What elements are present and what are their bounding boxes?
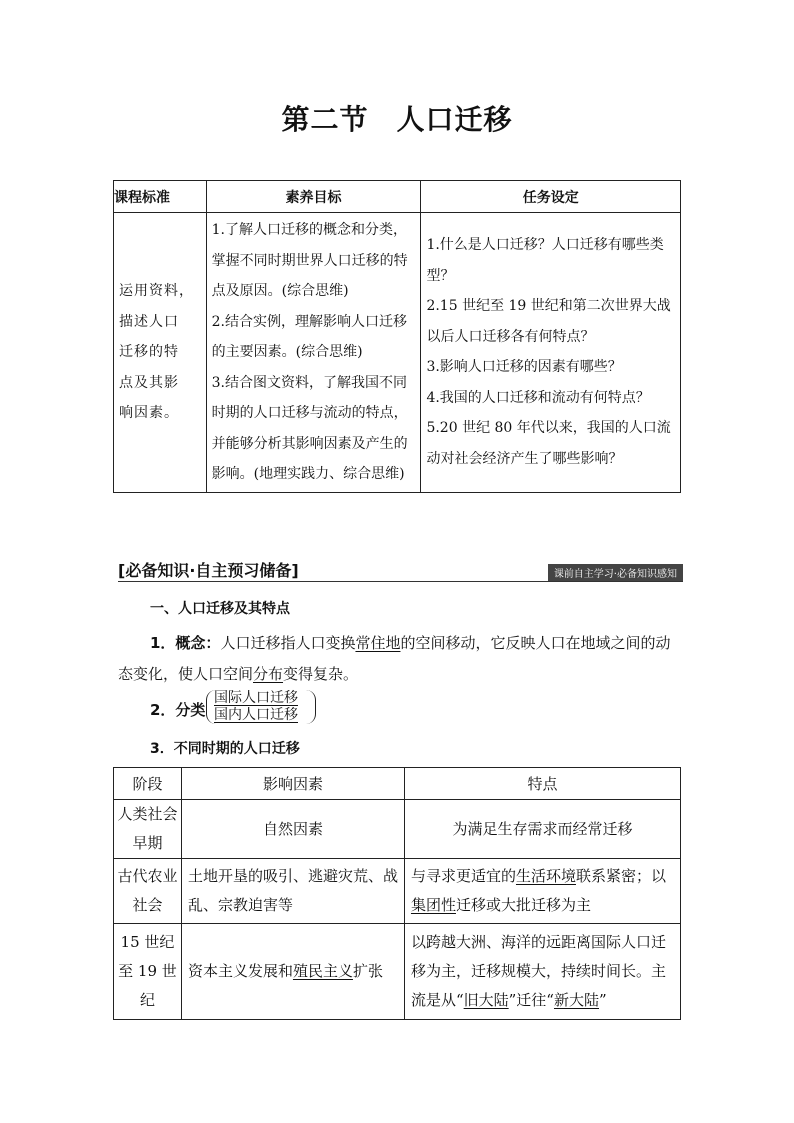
task-item: 3.影响人口迁移的因素有哪些？: [426, 359, 622, 376]
concept-text: 变得复杂。: [283, 665, 359, 683]
periods-heading: 3．不同时期的人口迁移: [150, 741, 300, 757]
features-cell: [404, 924, 680, 1020]
concept-blank: 分布: [253, 665, 284, 683]
feature-blank: 新大陆: [553, 991, 599, 1009]
table-row: [114, 924, 681, 1020]
section-banner: [118, 558, 683, 584]
concept-text: 的空间移动，它反映人口在地域之间的动态变化，使人口空间: [118, 634, 671, 683]
factor-text: 资本主义发展和: [187, 962, 293, 980]
standard-line: 点及其影: [119, 374, 179, 391]
banner-divider: [118, 581, 683, 582]
stage-cell: 古代农业社会: [114, 859, 182, 924]
task-item: 4.我国的人口迁移和流动有何特点？: [426, 389, 650, 406]
classify-label: 2．分类: [150, 701, 206, 719]
header-features: 特点: [404, 768, 680, 800]
feature-text: 迁移或大批迁移为主: [455, 896, 591, 914]
header-factors: 影响因素: [181, 768, 404, 800]
feature-text: 以跨越大洲、海洋的远距离国际人口迁移为主，迁移规模大，持续时间长。主流是从“: [410, 933, 666, 1009]
task-item: 1.什么是人口迁移？人口迁移有哪些类型？: [426, 237, 664, 284]
factors-cell: [181, 924, 404, 1020]
table-row: [114, 859, 681, 924]
standard-line: 运用资料，: [119, 283, 194, 299]
features-cell: [404, 859, 680, 924]
feature-blank: 生活环境: [515, 867, 576, 885]
goal-item: 1.了解人口迁移的概念和分类，掌握不同时期世界人口迁移的特点及原因。(综合思维): [211, 222, 408, 299]
feature-text: ”迁往“: [508, 991, 554, 1009]
title-topic: 人口迁移: [396, 103, 513, 136]
concept-blank: 常住地: [355, 634, 401, 652]
standard-line: 响因素。: [119, 405, 179, 421]
standard-line: 描述人口: [119, 313, 179, 330]
classify-item: 国际人口迁移: [214, 690, 298, 706]
feature-blank: 旧大陆: [463, 991, 509, 1009]
header-tasks: 任务设定: [421, 181, 681, 213]
section-heading: 一、人口迁移及其特点: [150, 601, 290, 617]
feature-text: ”: [599, 991, 607, 1009]
title-section: 第二节: [281, 103, 369, 136]
standard-cell: [114, 213, 207, 493]
classify-item: 国内人口迁移: [214, 707, 298, 723]
factors-cell: 自然因素: [181, 800, 404, 859]
migration-periods-table: [113, 767, 681, 1020]
goal-item: 2.结合实例，理解影响人口迁移的主要因素。(综合思维): [211, 313, 407, 360]
table-row: [114, 800, 681, 859]
stage-cell: 15 世纪至 19 世纪: [114, 924, 182, 1020]
page-title: [0, 98, 794, 138]
stage-cell: 人类社会早期: [114, 800, 182, 859]
concept-label: 1．概念：: [150, 634, 221, 652]
concept-text: 人口迁移指人口变换: [220, 634, 356, 652]
header-standard: 课程标准: [114, 181, 207, 213]
feature-text: 与寻求更适宜的: [410, 867, 516, 885]
standard-line: 迁移的特: [119, 344, 179, 360]
course-standards-table: [113, 180, 681, 493]
concept-paragraph: [118, 628, 683, 690]
feature-text: 联系紧密；以: [575, 867, 666, 885]
factor-blank: 殖民主义: [292, 962, 353, 980]
classification-brace: [206, 690, 316, 724]
goal-item: 3.结合图文资料，了解我国不同时期的人口迁移与流动的特点，并能够分析其影响因素及产生的影响。(地理实践力、综合思维): [211, 374, 408, 482]
factor-text: 扩张: [352, 962, 383, 980]
header-goals: 素养目标: [206, 181, 421, 213]
goals-cell: [206, 213, 421, 493]
task-item: 5.20 世纪 80 年代以来，我国的人口流动对社会经济产生了哪些影响？: [426, 420, 671, 467]
task-item: 2.15 世纪至 19 世纪和第二次世界大战以后人口迁移各有何特点？: [426, 298, 671, 345]
feature-blank: 集团性: [410, 896, 456, 914]
tasks-cell: [421, 213, 681, 493]
banner-tag: 课前自主学习·必备知识感知: [548, 564, 683, 581]
header-stage: 阶段: [114, 768, 182, 800]
factors-cell: 土地开垦的吸引、逃避灾荒、战乱、宗教迫害等: [181, 859, 404, 924]
banner-title: [必备知识·自主预习储备]: [118, 561, 299, 580]
features-cell: 为满足生存需求而经常迁移: [404, 800, 680, 859]
